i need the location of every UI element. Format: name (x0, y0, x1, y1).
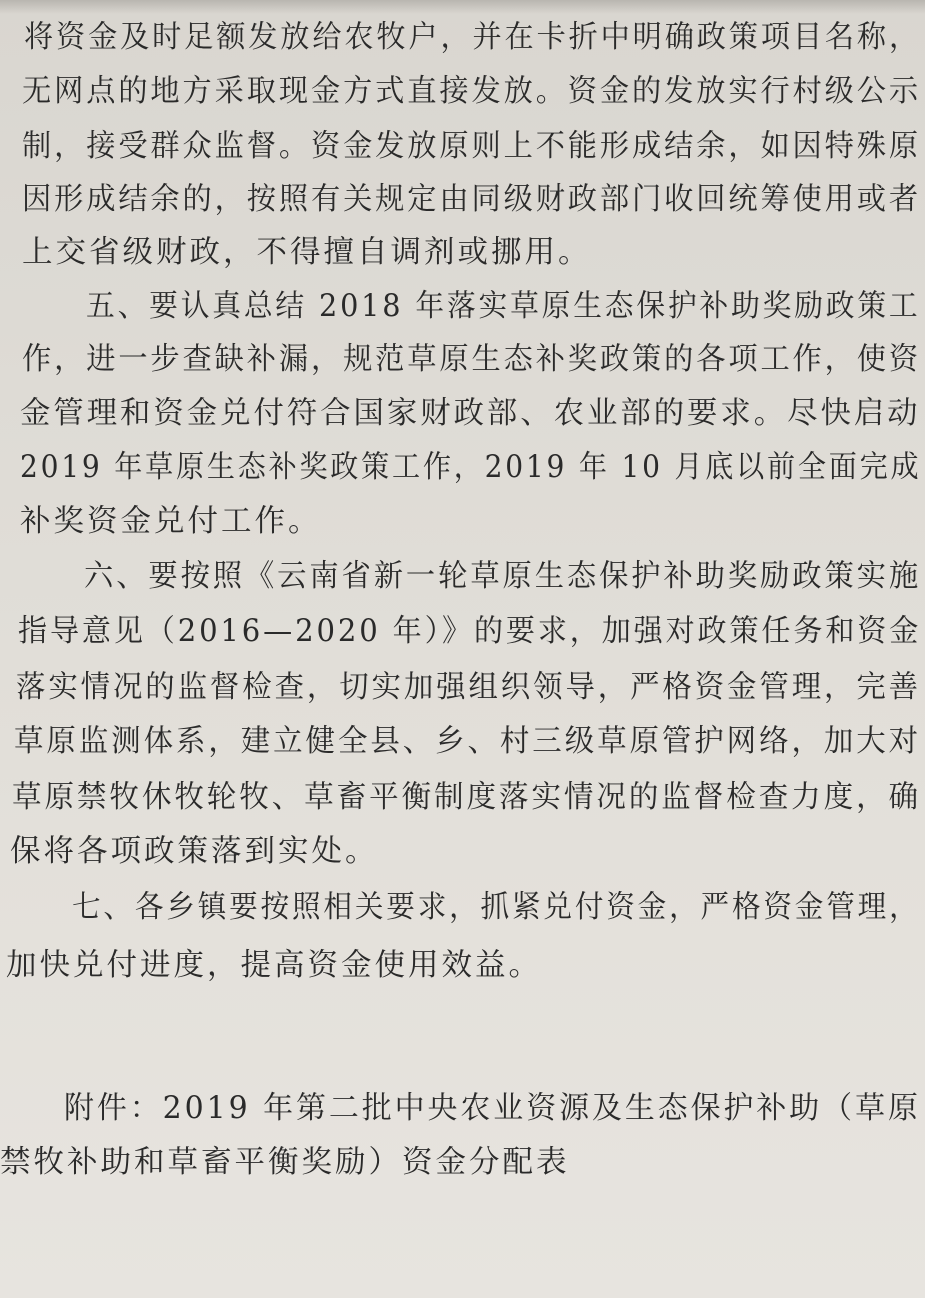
text-line: 2019 年草原生态补奖政策工作，2019 年 10 月底以前全面完成 (20, 450, 922, 485)
text-line: 落实情况的监督检查，切实加强组织领导，严格资金管理，完善 (16, 670, 921, 705)
text-line: 制，接受群众监督。资金发放原则上不能形成结余，如因特殊原 (22, 129, 921, 164)
text-line: 因形成结余的，按照有关规定由同级财政部门收回统筹使用或者 (22, 182, 921, 217)
page-top-edge (0, 0, 925, 14)
text-line: 上交省级财政，不得擅自调剂或挪用。 (22, 235, 592, 270)
text-line: 七、各乡镇要按照相关要求，抓紧兑付资金，严格资金管理， (72, 890, 921, 925)
text-line: 草原监测体系，建立健全县、乡、村三级草原管护网络，加大对 (14, 724, 922, 759)
text-line: 草原禁牧休牧轮牧、草畜平衡制度落实情况的监督检查力度，确 (12, 780, 922, 815)
text-line: 补奖资金兑付工作。 (20, 504, 322, 539)
text-line: 作，进一步查缺补漏，规范草原生态补奖政策的各项工作，使资 (22, 342, 921, 377)
text-line: 五、要认真总结 2018 年落实草原生态保护补助奖励政策工 (86, 289, 921, 324)
text-line: 金管理和资金兑付符合国家财政部、农业部的要求。尽快启动 (20, 396, 921, 431)
text-line: 六、要按照《云南省新一轮草原生态保护补助奖励政策实施 (84, 559, 922, 594)
text-line: 无网点的地方采取现金方式直接发放。资金的发放实行村级公示 (22, 74, 921, 109)
text-line: 指导意见（2016—2020 年）》的要求，加强对政策任务和资金 (18, 614, 922, 649)
text-line: 保将各项政策落到实处。 (10, 834, 379, 869)
text-line: 附件：2019 年第二批中央农业资源及生态保护补助（草原 (64, 1091, 921, 1126)
text-line: 加快兑付进度，提高资金使用效益。 (6, 948, 542, 983)
text-line: 禁牧补助和草畜平衡奖励）资金分配表 (0, 1145, 570, 1180)
text-line: 将资金及时足额发放给农牧户，并在卡折中明确政策项目名称， (24, 20, 922, 55)
